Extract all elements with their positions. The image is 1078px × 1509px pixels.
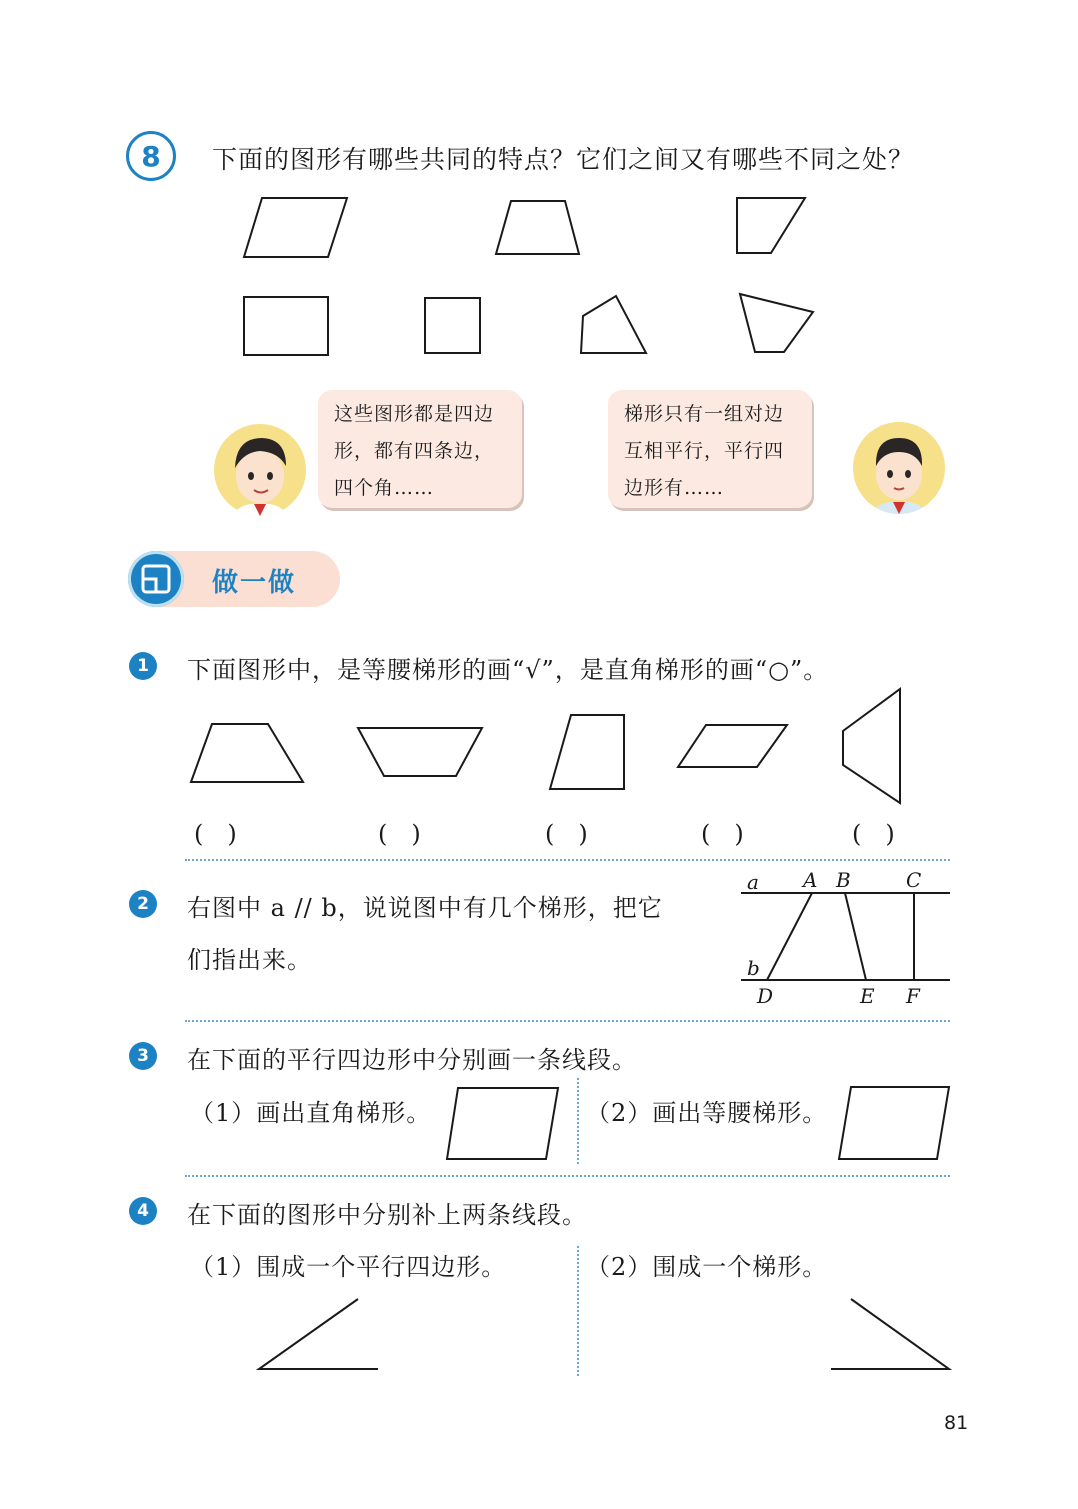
speech-bubble-right (608, 390, 812, 508)
answer-blank-1[interactable]: ( ) (194, 820, 237, 848)
question-8-badge: 8 (126, 131, 176, 181)
divider-3 (185, 1175, 950, 1177)
boy-avatar-right (853, 422, 945, 514)
answer-blank-5[interactable]: ( ) (852, 820, 895, 848)
exercise-4-sub-2: （2）围成一个梯形。 (586, 1253, 828, 1281)
ex1-shape-2 (358, 728, 482, 776)
q8-quadrilateral-1 (581, 296, 646, 353)
ex3-parallelogram-2 (839, 1087, 949, 1159)
exercise-4-sub-1: （1）围成一个平行四边形。 (190, 1253, 507, 1281)
bubble-left-line-1: 这些图形都是四边 (334, 403, 495, 425)
ex4-angle-2 (831, 1299, 949, 1369)
exercise-4-number: 4 (129, 1197, 157, 1225)
ex2-segment-AD (767, 893, 812, 980)
question-8-text: 下面的图形有哪些共同的特点？它们之间又有哪些不同之处？ (212, 145, 915, 174)
label-D: D (757, 984, 774, 1008)
exercise-3-sub-1: （1）画出直角梯形。 (190, 1099, 432, 1127)
section-title: 做一做 (212, 568, 297, 598)
bubble-left-line-2: 形，都有四条边， (334, 440, 495, 462)
boy-avatar-left (214, 424, 306, 516)
exercise-2-text-line-1: 右图中 a // b，说说图中有几个梯形，把它 (187, 894, 663, 922)
exercise-3-text: 在下面的平行四边形中分别画一条线段。 (187, 1046, 637, 1074)
label-C: C (906, 868, 922, 892)
bubble-right-line-3: 边形有…… (624, 477, 725, 499)
exercise-1-text: 下面图形中，是等腰梯形的画“√”，是直角梯形的画“○”。 (187, 656, 829, 684)
bubble-right-line-1: 梯形只有一组对边 (624, 403, 785, 425)
page-number: 81 (944, 1412, 969, 1434)
answer-blank-2[interactable]: ( ) (378, 820, 421, 848)
answer-blank-3[interactable]: ( ) (545, 820, 588, 848)
q8-parallelogram (244, 198, 347, 257)
exercise-1-number: 1 (129, 652, 157, 680)
divider-vertical-2 (577, 1246, 579, 1376)
label-B: B (836, 868, 851, 892)
exercise-2-number: 2 (129, 890, 157, 918)
label-a: a (747, 870, 759, 894)
exercise-3-sub-2: （2）画出等腰梯形。 (586, 1099, 828, 1127)
exercise-4-text: 在下面的图形中分别补上两条线段。 (187, 1201, 587, 1229)
label-E: E (860, 984, 875, 1008)
divider-2 (185, 1020, 950, 1022)
ex1-shape-5 (843, 689, 900, 803)
divider-vertical-1 (577, 1078, 579, 1164)
bubble-left-line-3: 四个角…… (334, 477, 435, 499)
q8-trapezoid (496, 201, 579, 254)
ex1-shape-4 (678, 725, 787, 767)
ex4-angle-1 (259, 1299, 378, 1369)
q8-right-trapezoid (737, 198, 805, 253)
label-A: A (803, 868, 818, 892)
answer-blank-4[interactable]: ( ) (701, 820, 744, 848)
ex1-shape-1 (191, 724, 303, 782)
divider-1 (185, 859, 950, 861)
practice-icon (128, 551, 184, 607)
bubble-right-line-2: 互相平行，平行四 (624, 440, 785, 462)
q8-square (425, 298, 480, 353)
q8-rectangle (244, 297, 328, 355)
q8-quadrilateral-2 (740, 294, 813, 352)
speech-bubble-left (318, 390, 522, 508)
label-F: F (906, 984, 920, 1008)
ex1-shape-3 (550, 715, 624, 789)
ex2-segment-BE (845, 893, 866, 980)
label-b: b (747, 956, 760, 980)
exercise-2-text-line-2: 们指出来。 (187, 946, 312, 974)
exercise-3-number: 3 (129, 1042, 157, 1070)
ex3-parallelogram-1 (447, 1088, 558, 1159)
